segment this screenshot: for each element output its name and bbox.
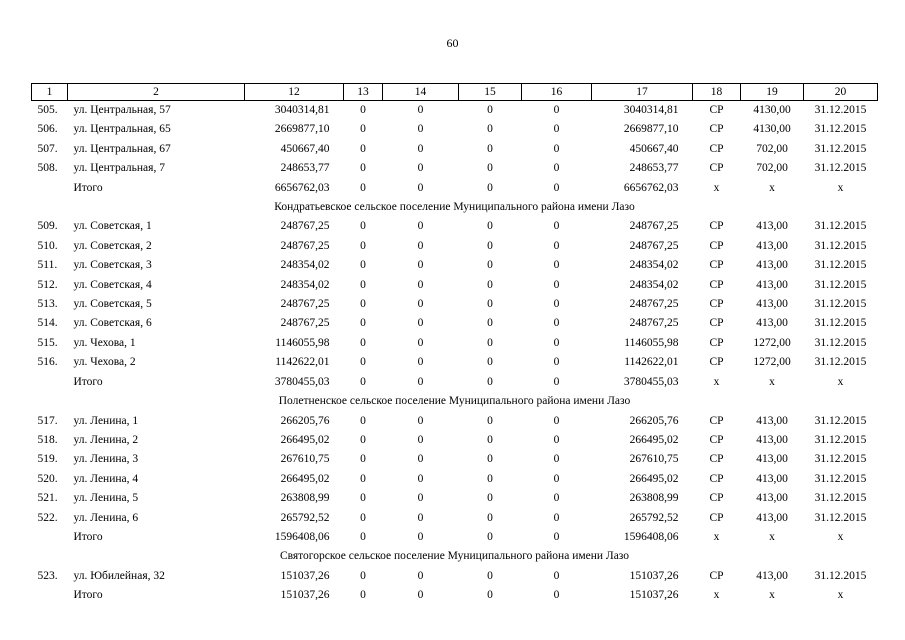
value-col-15: 0 (487, 453, 493, 466)
address: ул. Юбилейная, 32 (73, 569, 165, 582)
value-col-16: 0 (553, 453, 560, 466)
value-col-17: 248653,77 (629, 162, 679, 175)
value-col-14: 0 (417, 181, 424, 194)
value-col-13: 0 (360, 375, 366, 388)
value-col-17: 1146055,98 (624, 336, 679, 349)
value-col-16: 0 (553, 433, 560, 446)
value-col-15: 0 (487, 569, 493, 582)
address: ул. Ленина, 4 (73, 472, 139, 485)
value-col-19: х (769, 589, 775, 602)
value-col-15: 0 (487, 375, 493, 388)
value-col-12: 266495,02 (280, 472, 330, 485)
value-col-13: 0 (360, 278, 366, 291)
value-col-17: 248767,25 (629, 298, 679, 311)
value-col-18: СР (709, 317, 724, 330)
value-col-16: 0 (553, 259, 560, 272)
value-col-16: 0 (553, 589, 560, 602)
value-col-17: 1142622,01 (624, 356, 679, 369)
value-col-16: 0 (553, 298, 560, 311)
value-col-17: 3780455,03 (623, 375, 679, 388)
value-col-20: 31.12.2015 (814, 511, 867, 524)
col-18-header: 18 (693, 84, 741, 101)
value-col-13: 0 (360, 433, 366, 446)
value-col-19: 413,00 (756, 433, 788, 446)
section-header-row (32, 547, 878, 566)
value-col-12: 1146055,98 (275, 336, 330, 349)
value-col-17: 248767,25 (629, 239, 679, 252)
value-col-16: 0 (553, 511, 560, 524)
value-col-12: 6656762,03 (274, 181, 330, 194)
value-col-12: 1142622,01 (275, 356, 330, 369)
value-col-16: 0 (553, 104, 560, 116)
value-col-17: 3040314,81 (623, 104, 679, 116)
value-col-19: 413,00 (756, 453, 788, 466)
value-col-14: 0 (417, 375, 424, 388)
table-row (32, 450, 878, 469)
value-col-17: 151037,26 (629, 589, 679, 602)
row-number: 509. (37, 220, 58, 233)
value-col-15: 0 (487, 181, 493, 194)
row-number: 511. (37, 259, 58, 272)
col-14-header: 14 (383, 84, 459, 101)
value-col-14: 0 (417, 589, 424, 602)
table-row (32, 470, 878, 489)
value-col-20: 31.12.2015 (814, 142, 867, 155)
value-col-15: 0 (487, 530, 493, 543)
value-col-20: 31.12.2015 (814, 239, 867, 252)
col-19-header: 19 (741, 84, 804, 101)
value-col-16: 0 (553, 278, 560, 291)
value-col-17: 1596408,06 (623, 530, 679, 543)
value-col-20: 31.12.2015 (814, 336, 867, 349)
value-col-14: 0 (417, 336, 424, 349)
value-col-19: 413,00 (756, 239, 788, 252)
value-col-15: 0 (487, 104, 493, 116)
col-17-header: 17 (592, 84, 693, 101)
address: ул. Центральная, 57 (73, 104, 171, 116)
address: Итого (73, 181, 103, 194)
value-col-17: 248767,25 (629, 317, 679, 330)
page-number: 60 (446, 36, 459, 50)
table-row (32, 295, 878, 314)
value-col-12: 3040314,81 (274, 104, 330, 116)
value-col-17: 263808,99 (629, 492, 679, 505)
address: ул. Центральная, 7 (73, 162, 165, 175)
address: Итого (73, 589, 103, 602)
value-col-12: 248767,25 (280, 298, 330, 311)
value-col-13: 0 (360, 569, 366, 582)
table-row (32, 314, 878, 333)
value-col-16: 0 (553, 162, 560, 175)
value-col-12: 248354,02 (280, 259, 330, 272)
value-col-19: 413,00 (756, 511, 788, 524)
value-col-17: 248767,25 (629, 220, 679, 233)
row-number (32, 528, 68, 547)
value-col-12: 266205,76 (280, 414, 330, 427)
value-col-19: 413,00 (756, 317, 788, 330)
value-col-19: 1272,00 (753, 356, 791, 369)
value-col-18: СР (709, 142, 724, 155)
value-col-18: СР (709, 492, 724, 505)
value-col-20: х (837, 530, 844, 543)
address: ул. Центральная, 67 (73, 142, 171, 155)
value-col-15: 0 (487, 589, 493, 602)
col-15-header: 15 (459, 84, 522, 101)
value-col-18: х (713, 589, 720, 602)
value-col-13: 0 (360, 181, 366, 194)
value-col-12: 248354,02 (280, 278, 330, 291)
section-title: Святогорское сельское поселение Муниципального района имени Лазо (279, 550, 630, 563)
value-col-20: х (837, 589, 844, 602)
address: Итого (73, 375, 103, 388)
value-col-12: 2669877,10 (274, 123, 330, 136)
value-col-16: 0 (553, 123, 560, 136)
value-col-13: 0 (360, 453, 366, 466)
row-number: 505. (37, 104, 58, 116)
table-row (32, 567, 878, 586)
address: ул. Советская, 4 (73, 278, 152, 291)
value-col-13: 0 (360, 239, 366, 252)
address: ул. Чехова, 1 (73, 336, 136, 349)
value-col-13: 0 (360, 220, 366, 233)
row-number: 523. (37, 569, 58, 582)
value-col-14: 0 (417, 356, 424, 369)
value-col-12: 1596408,06 (274, 530, 330, 543)
value-col-19: 413,00 (756, 569, 788, 582)
value-col-19: 4130,00 (753, 104, 791, 116)
row-number: 508. (37, 162, 58, 175)
address: ул. Советская, 2 (73, 239, 152, 252)
value-col-14: 0 (417, 239, 424, 252)
value-col-13: 0 (360, 492, 366, 505)
value-col-18: СР (709, 433, 724, 446)
value-col-18: СР (709, 511, 724, 524)
row-number: 514. (37, 317, 58, 330)
value-col-13: 0 (360, 336, 366, 349)
value-col-20: 31.12.2015 (814, 317, 867, 330)
value-col-13: 0 (360, 142, 366, 155)
row-number: 512. (37, 278, 58, 291)
table-row (32, 256, 878, 275)
table-row (32, 509, 878, 528)
value-col-16: 0 (553, 569, 560, 582)
value-col-20: 31.12.2015 (814, 453, 867, 466)
table-row (32, 412, 878, 431)
value-col-17: 6656762,03 (623, 181, 679, 194)
table-row (32, 276, 878, 295)
value-col-15: 0 (487, 142, 493, 155)
value-col-15: 0 (487, 336, 493, 349)
col-2-header: 2 (68, 84, 245, 101)
address: ул. Ленина, 2 (73, 433, 139, 446)
value-col-15: 0 (487, 162, 493, 175)
value-col-20: 31.12.2015 (814, 104, 867, 116)
row-number (32, 179, 68, 198)
value-col-15: 0 (487, 298, 493, 311)
value-col-12: 266495,02 (280, 433, 330, 446)
value-col-20: 31.12.2015 (814, 356, 867, 369)
value-col-12: 248767,25 (280, 220, 330, 233)
section-title: Полетненское сельское поселение Муниципального района имени Лазо (278, 395, 631, 408)
value-col-14: 0 (417, 433, 424, 446)
value-col-16: 0 (553, 356, 560, 369)
value-col-12: 263808,99 (280, 492, 330, 505)
value-col-14: 0 (417, 104, 424, 116)
value-col-14: 0 (417, 511, 424, 524)
value-col-18: СР (709, 278, 724, 291)
value-col-19: 702,00 (756, 142, 788, 155)
value-col-12: 267610,75 (280, 453, 330, 466)
value-col-15: 0 (487, 492, 493, 505)
table-row (32, 237, 878, 256)
value-col-12: 151037,26 (280, 569, 330, 582)
row-number (32, 373, 68, 392)
row-number: 516. (37, 356, 58, 369)
address: ул. Ленина, 5 (73, 492, 139, 505)
value-col-14: 0 (417, 298, 424, 311)
address: ул. Ленина, 3 (73, 453, 139, 466)
row-number: 520. (37, 472, 58, 485)
value-col-12: 151037,26 (280, 589, 330, 602)
registry-table (31, 83, 878, 606)
value-col-20: 31.12.2015 (814, 492, 867, 505)
total-row (32, 373, 878, 392)
table-body (32, 84, 878, 606)
address: ул. Ленина, 1 (73, 414, 139, 427)
value-col-17: 248354,02 (629, 259, 679, 272)
total-row (32, 586, 878, 605)
value-col-15: 0 (487, 220, 493, 233)
value-col-20: 31.12.2015 (814, 123, 867, 136)
value-col-20: 31.12.2015 (814, 162, 867, 175)
col-1-header: 1 (32, 84, 68, 101)
value-col-18: х (713, 530, 720, 543)
value-col-20: 31.12.2015 (814, 298, 867, 311)
value-col-18: СР (709, 104, 724, 116)
value-col-13: 0 (360, 472, 366, 485)
value-col-16: 0 (553, 220, 560, 233)
value-col-13: 0 (360, 298, 366, 311)
value-col-15: 0 (487, 123, 493, 136)
value-col-18: СР (709, 162, 724, 175)
value-col-20: 31.12.2015 (814, 220, 867, 233)
value-col-19: 413,00 (756, 259, 788, 272)
value-col-17: 450667,40 (629, 142, 679, 155)
value-col-18: СР (709, 239, 724, 252)
row-number: 513. (37, 298, 58, 311)
value-col-20: 31.12.2015 (814, 259, 867, 272)
value-col-16: 0 (553, 492, 560, 505)
value-col-13: 0 (360, 530, 366, 543)
value-col-12: 248767,25 (280, 239, 330, 252)
address: ул. Советская, 6 (73, 317, 152, 330)
value-col-12: 3780455,03 (274, 375, 330, 388)
value-col-19: 413,00 (756, 278, 788, 291)
value-col-16: 0 (553, 317, 560, 330)
row-number: 510. (37, 239, 58, 252)
value-col-14: 0 (417, 453, 424, 466)
value-col-15: 0 (487, 317, 493, 330)
value-col-19: 413,00 (756, 414, 788, 427)
table-row (32, 431, 878, 450)
value-col-20: х (837, 375, 844, 388)
value-col-14: 0 (417, 472, 424, 485)
value-col-18: х (713, 375, 720, 388)
table-row (32, 101, 878, 121)
value-col-15: 0 (487, 433, 493, 446)
value-col-19: х (769, 530, 775, 543)
section-header-row (32, 198, 878, 217)
value-col-13: 0 (360, 511, 366, 524)
value-col-17: 248354,02 (629, 278, 679, 291)
table-row (32, 217, 878, 236)
row-number: 515. (37, 336, 58, 349)
total-row (32, 528, 878, 547)
value-col-18: СР (709, 356, 724, 369)
value-col-16: 0 (553, 375, 560, 388)
value-col-14: 0 (417, 530, 424, 543)
value-col-16: 0 (553, 414, 560, 427)
value-col-14: 0 (417, 259, 424, 272)
value-col-17: 2669877,10 (623, 123, 679, 136)
value-col-17: 266205,76 (629, 414, 679, 427)
value-col-20: х (837, 181, 844, 194)
row-number: 522. (37, 511, 58, 524)
row-number: 519. (37, 453, 58, 466)
address: Итого (73, 530, 103, 543)
value-col-18: СР (709, 336, 724, 349)
value-col-16: 0 (553, 239, 560, 252)
value-col-14: 0 (417, 414, 424, 427)
value-col-18: СР (709, 123, 724, 136)
value-col-12: 450667,40 (280, 142, 330, 155)
value-col-20: 31.12.2015 (814, 472, 867, 485)
col-16-header: 16 (522, 84, 592, 101)
value-col-18: СР (709, 414, 724, 427)
value-col-20: 31.12.2015 (814, 433, 867, 446)
row-number: 517. (37, 414, 58, 427)
address: ул. Советская, 1 (73, 220, 152, 233)
table-row (32, 489, 878, 508)
value-col-17: 151037,26 (629, 569, 679, 582)
value-col-14: 0 (417, 569, 424, 582)
value-col-19: 413,00 (756, 472, 788, 485)
col-13-header: 13 (344, 84, 383, 101)
value-col-19: 702,00 (756, 162, 788, 175)
value-col-14: 0 (417, 220, 424, 233)
value-col-13: 0 (360, 589, 366, 602)
value-col-15: 0 (487, 472, 493, 485)
value-col-19: 413,00 (756, 492, 788, 505)
value-col-13: 0 (360, 259, 366, 272)
section-title: Кондратьевское сельское поселение Муниципального района имени Лазо (274, 201, 635, 214)
value-col-14: 0 (417, 278, 424, 291)
value-col-12: 248767,25 (280, 317, 330, 330)
table-row (32, 334, 878, 353)
value-col-17: 266495,02 (629, 433, 679, 446)
row-number: 518. (37, 433, 58, 446)
address: ул. Центральная, 65 (73, 123, 171, 136)
value-col-15: 0 (487, 414, 493, 427)
value-col-18: СР (709, 453, 724, 466)
value-col-18: СР (709, 472, 724, 485)
value-col-17: 267610,75 (629, 453, 679, 466)
table-row (32, 353, 878, 372)
value-col-16: 0 (553, 336, 560, 349)
value-col-18: СР (709, 298, 724, 311)
address: ул. Ленина, 6 (73, 511, 139, 524)
total-row (32, 179, 878, 198)
value-col-18: СР (709, 569, 724, 582)
value-col-18: х (713, 181, 720, 194)
value-col-13: 0 (360, 123, 366, 136)
value-col-19: 413,00 (756, 298, 788, 311)
value-col-19: х (769, 181, 775, 194)
row-number: 521. (37, 492, 58, 505)
value-col-12: 265792,52 (280, 511, 330, 524)
value-col-15: 0 (487, 356, 493, 369)
value-col-13: 0 (360, 104, 366, 116)
value-col-14: 0 (417, 123, 424, 136)
value-col-12: 248653,77 (280, 162, 330, 175)
value-col-13: 0 (360, 356, 366, 369)
value-col-17: 265792,52 (629, 511, 679, 524)
address: ул. Чехова, 2 (73, 356, 136, 369)
value-col-19: х (769, 375, 775, 388)
value-col-19: 1272,00 (753, 336, 791, 349)
col-20-header: 20 (804, 84, 878, 101)
value-col-14: 0 (417, 317, 424, 330)
value-col-16: 0 (553, 472, 560, 485)
value-col-20: 31.12.2015 (814, 414, 867, 427)
value-col-18: СР (709, 220, 724, 233)
address: ул. Советская, 3 (73, 259, 152, 272)
table-row (32, 140, 878, 159)
value-col-13: 0 (360, 414, 366, 427)
section-header-row (32, 392, 878, 411)
value-col-20: 31.12.2015 (814, 569, 867, 582)
value-col-15: 0 (487, 259, 493, 272)
value-col-15: 0 (487, 511, 493, 524)
value-col-16: 0 (553, 181, 560, 194)
value-col-16: 0 (553, 530, 560, 543)
row-number (32, 586, 68, 605)
table-row (32, 159, 878, 178)
value-col-20: 31.12.2015 (814, 278, 867, 291)
row-number: 507. (37, 142, 58, 155)
value-col-15: 0 (487, 278, 493, 291)
value-col-15: 0 (487, 239, 493, 252)
value-col-14: 0 (417, 492, 424, 505)
value-col-13: 0 (360, 162, 366, 175)
value-col-18: СР (709, 259, 724, 272)
value-col-13: 0 (360, 317, 366, 330)
value-col-14: 0 (417, 162, 424, 175)
col-12-header: 12 (245, 84, 344, 101)
value-col-19: 4130,00 (753, 123, 791, 136)
table-row (32, 120, 878, 139)
header-row (32, 84, 878, 101)
value-col-16: 0 (553, 142, 560, 155)
value-col-14: 0 (417, 142, 424, 155)
address: ул. Советская, 5 (73, 298, 152, 311)
row-number: 506. (37, 123, 58, 136)
value-col-19: 413,00 (756, 220, 788, 233)
value-col-17: 266495,02 (629, 472, 679, 485)
